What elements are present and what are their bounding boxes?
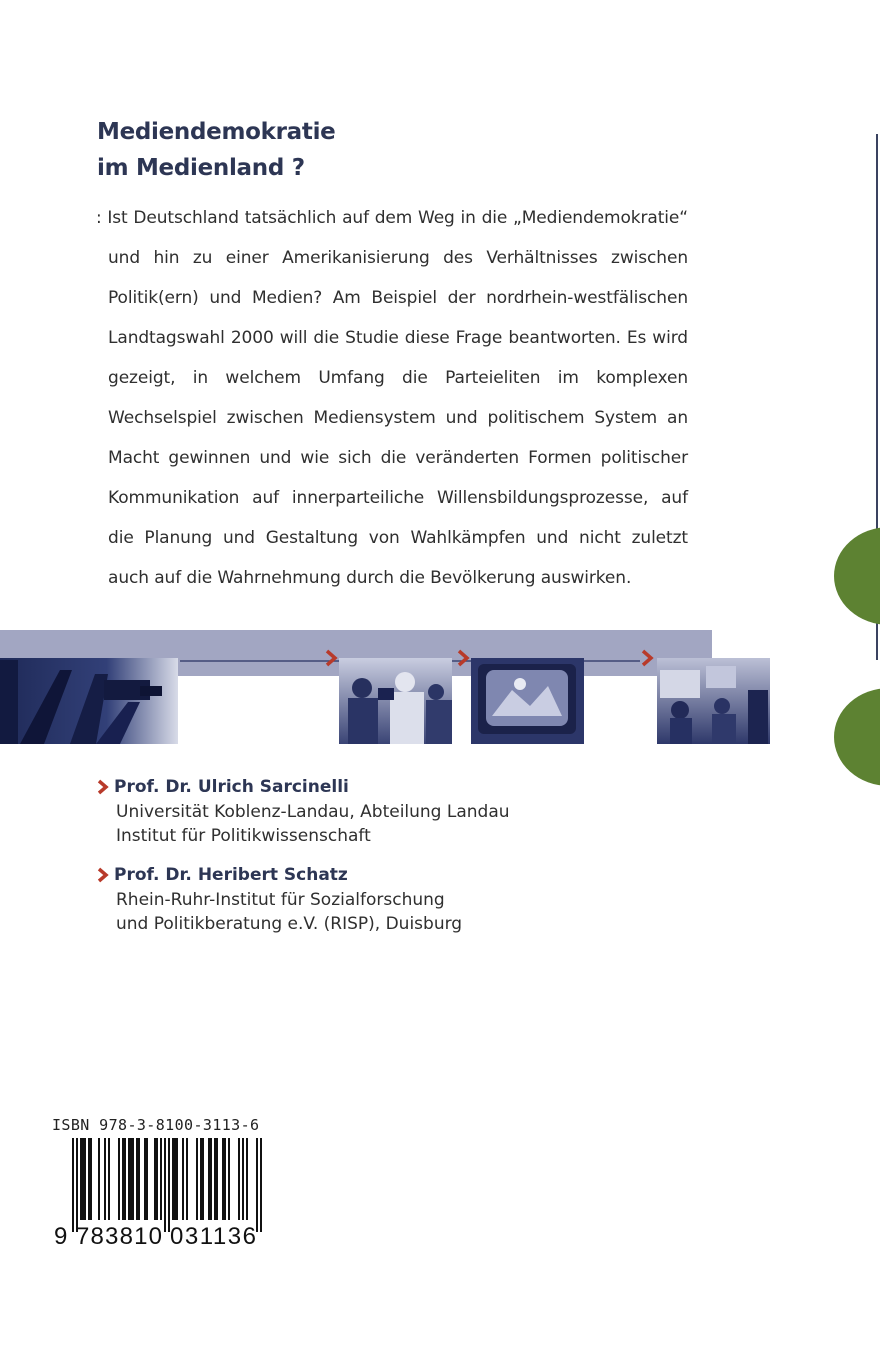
title-line-1: Mediendemokratie xyxy=(97,119,336,145)
chevron-right-icon xyxy=(96,778,114,796)
author-entry xyxy=(96,862,656,936)
barcode-bar xyxy=(164,1138,166,1232)
barcode-bar xyxy=(144,1138,146,1220)
barcode-bar xyxy=(98,1138,100,1220)
author-name: Prof. Dr. Heribert Schatz xyxy=(114,865,348,885)
barcode-bar xyxy=(246,1138,248,1220)
barcode-bar xyxy=(84,1138,86,1220)
author-entry xyxy=(96,774,656,848)
barcode-bar xyxy=(196,1138,198,1220)
author-affiliation: Institut für Politikwissenschaft xyxy=(116,826,371,846)
barcode-bar xyxy=(90,1138,92,1220)
barcode-bar xyxy=(224,1138,226,1220)
barcode-bar xyxy=(156,1138,158,1220)
barcode-bar xyxy=(82,1138,84,1220)
book-title xyxy=(97,114,597,186)
barcode-bar xyxy=(168,1138,170,1232)
barcode-bar xyxy=(104,1138,106,1220)
tv-studio-camera-photo xyxy=(0,658,178,744)
blurb-paragraph: : Ist Deutschland tatsächlich auf dem Weg in die „Mediendemokratie“ und hin zu einer Amerikanisierung des Verhältnisses zwischen Politik(ern) und Medien? Am Beispiel der nordrhein-westfälischen Landtagswahl 2000 will die Studie diese Frage beantworten. Es wird gezeigt, in welchem Umfang die Parteieliten im komplexen Wechselspiel zwischen Mediensystem und politischem System an Macht gewinnen und wie sich die veränderten Formen politischer Kommunikation auf innerparteiliche Willensbildungsprozesse, auf die Planung und Gestaltung von Wahlkämpfen und nicht zuletzt auch auf die Wahrnehmung durch die Bevölkerung auswirken. xyxy=(96,208,688,588)
newsroom-photo xyxy=(657,658,770,744)
barcode-left-digits: 783810 xyxy=(76,1223,162,1250)
barcode-bar xyxy=(182,1138,184,1220)
barcode-bar xyxy=(76,1138,78,1232)
barcode-bar xyxy=(138,1138,140,1220)
barcode-bar xyxy=(128,1138,130,1220)
barcode-bar xyxy=(80,1138,82,1220)
green-circle-top xyxy=(834,527,880,625)
photo-strip xyxy=(0,630,880,750)
barcode-bar xyxy=(208,1138,210,1220)
barcode-bar xyxy=(260,1138,262,1232)
title-line-2: im Medienland ? xyxy=(97,155,305,181)
barcode-bar xyxy=(174,1138,176,1220)
author-name: Prof. Dr. Ulrich Sarcinelli xyxy=(114,777,349,797)
barcode-bar xyxy=(160,1138,162,1220)
barcode-right-digits: 031136 xyxy=(170,1223,256,1250)
barcode-bar xyxy=(72,1138,74,1232)
barcode-bar xyxy=(122,1138,124,1220)
chevron-right-icon xyxy=(96,866,114,884)
barcode-bar xyxy=(222,1138,224,1220)
television-set-photo xyxy=(471,658,584,744)
barcode-bar xyxy=(172,1138,174,1220)
barcode-bar xyxy=(124,1138,126,1220)
barcode-bar xyxy=(202,1138,204,1220)
isbn-label: ISBN 978-3-8100-3113-6 xyxy=(52,1116,260,1134)
barcode-bar xyxy=(210,1138,212,1220)
barcode-bar xyxy=(108,1138,110,1220)
barcode-first-digit: 9 xyxy=(54,1223,68,1250)
barcode-bars xyxy=(72,1138,262,1232)
barcode-bar xyxy=(186,1138,188,1220)
barcode-bar xyxy=(130,1138,132,1220)
author-list xyxy=(96,774,656,950)
barcode-bar xyxy=(214,1138,216,1220)
barcode xyxy=(54,1138,270,1250)
barcode-bar xyxy=(228,1138,230,1220)
author-affiliation: Universität Koblenz-Landau, Abteilung Landau xyxy=(116,802,510,822)
barcode-bar xyxy=(176,1138,178,1220)
author-affiliation: und Politikberatung e.V. (RISP), Duisburg xyxy=(116,914,463,934)
barcode-bar xyxy=(238,1138,240,1220)
barcode-bar xyxy=(88,1138,90,1220)
barcode-bar xyxy=(216,1138,218,1220)
barcode-bar xyxy=(200,1138,202,1220)
blurb xyxy=(96,198,688,598)
barcode-bar xyxy=(146,1138,148,1220)
barcode-bar xyxy=(242,1138,244,1220)
barcode-bar xyxy=(136,1138,138,1220)
press-photographers-photo xyxy=(339,658,452,744)
author-affiliation: Rhein-Ruhr-Institut für Sozialforschung xyxy=(116,890,445,910)
barcode-bar xyxy=(256,1138,258,1232)
barcode-bar xyxy=(154,1138,156,1220)
barcode-bar xyxy=(118,1138,120,1220)
barcode-bar xyxy=(132,1138,134,1220)
